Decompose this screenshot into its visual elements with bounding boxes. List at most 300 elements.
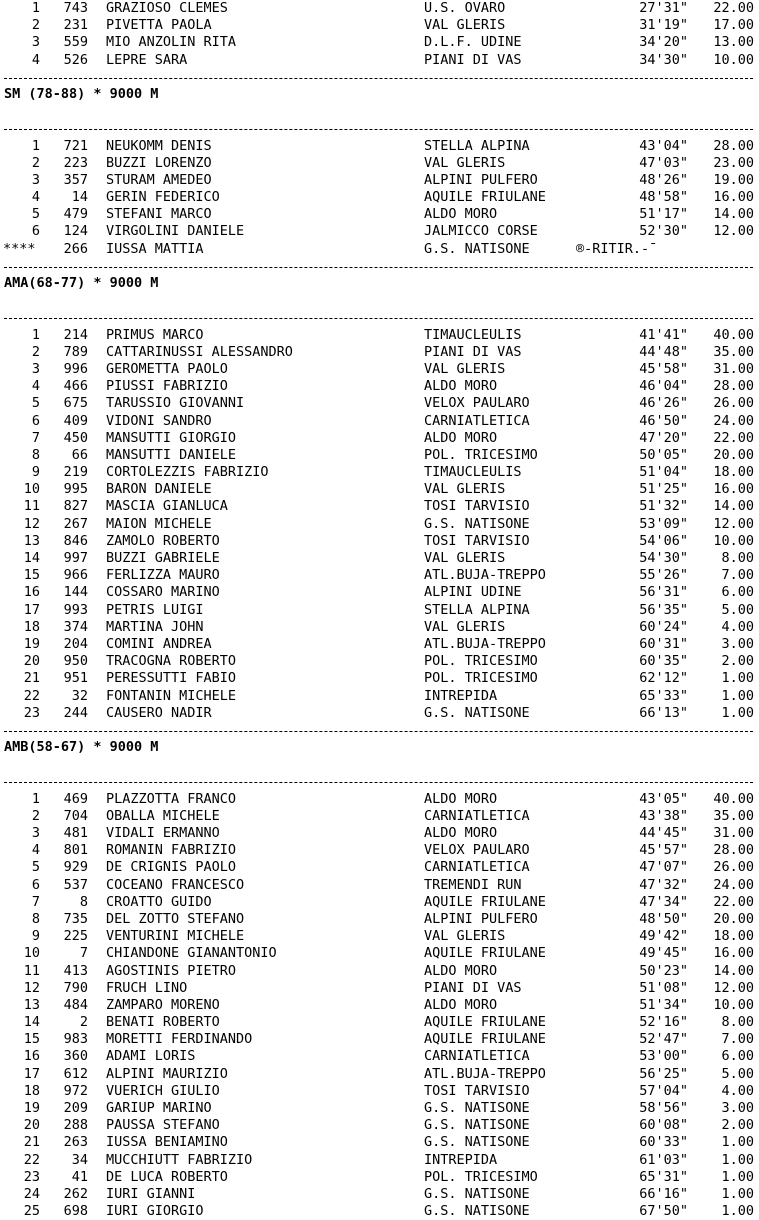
position-cell: 13 [23, 996, 40, 1013]
club-cell: G.S. NATISONE [424, 1117, 530, 1134]
bib-number-cell: 484 [63, 996, 88, 1013]
bib-number-cell: 262 [63, 1185, 88, 1202]
club-cell: POL. TRICESIMO [424, 670, 538, 687]
time-cell: 45'58" [639, 360, 688, 377]
time-cell: 60'24" [639, 618, 688, 635]
result-row [0, 1083, 759, 1100]
athlete-name-cell: BENATI ROBERTO [106, 1014, 220, 1031]
club-cell: G.S. NATISONE [424, 240, 530, 257]
athlete-name-cell: PLAZZOTTA FRANCO [106, 790, 237, 807]
bib-number-cell: 409 [63, 412, 88, 429]
result-row [0, 894, 759, 911]
time-cell: 53'09" [639, 515, 688, 532]
club-cell: ATL.BUJA-TREPPO [424, 567, 546, 584]
position-cell: 3 [31, 34, 40, 51]
time-cell: 48'26" [639, 171, 688, 188]
result-row [0, 138, 759, 155]
blank-line [0, 292, 759, 309]
club-cell: ALDO MORO [424, 825, 498, 841]
club-cell: CARNIATLETICA [424, 1048, 530, 1065]
points-cell: 1.00 [721, 1168, 754, 1185]
bib-number-cell: 950 [63, 653, 88, 670]
bib-number-cell: 2 [79, 1014, 88, 1031]
points-cell: 8.00 [721, 550, 754, 566]
time-cell: 56'31" [639, 584, 688, 601]
separator-line [0, 773, 759, 790]
result-row [0, 361, 759, 378]
time-cell: 47'20" [639, 429, 688, 446]
position-cell: 18 [23, 618, 40, 635]
position-cell: 22 [23, 1151, 40, 1168]
athlete-name-cell: FRUCH LINO [106, 979, 188, 996]
club-cell: G.S. NATISONE [424, 515, 530, 532]
club-cell: TOSI TARVISIO [424, 1082, 530, 1099]
athlete-name-cell: MIO ANZOLIN RITA [106, 34, 237, 51]
athlete-name-cell: MUCCHIUTT FABRIZIO [106, 1151, 253, 1168]
time-cell: 34'30" [639, 51, 688, 68]
athlete-name-cell: PIUSSI FABRIZIO [106, 378, 228, 395]
position-cell: 6 [31, 223, 40, 240]
position-cell: 23 [23, 1168, 40, 1185]
points-cell: 12.00 [713, 223, 754, 240]
club-cell: D.L.F. UDINE [424, 34, 522, 51]
athlete-name-cell: CORTOLEZZIS FABRIZIO [106, 464, 269, 481]
athlete-name-cell: STURAM AMEDEO [106, 171, 212, 188]
bib-number-cell: 995 [63, 481, 88, 498]
bib-number-cell: 469 [63, 790, 88, 807]
result-row [0, 928, 759, 945]
time-cell: 52'30" [639, 223, 688, 240]
time-cell: 65'33" [639, 687, 688, 704]
bib-number-cell: 997 [63, 550, 88, 566]
position-cell: 5 [31, 395, 40, 412]
result-row [0, 395, 759, 412]
time-cell: 53'00" [639, 1048, 688, 1065]
position-cell: 4 [31, 842, 40, 859]
position-cell: 2 [31, 17, 40, 34]
bib-number-cell: 790 [63, 979, 88, 996]
points-cell: 20.00 [713, 910, 754, 927]
bib-number-cell: 14 [71, 189, 88, 206]
athlete-name-cell: DE CRIGNIS PAOLO [106, 859, 237, 876]
position-cell: 6 [31, 876, 40, 893]
points-cell: 1.00 [721, 687, 754, 704]
result-row [0, 498, 759, 515]
athlete-name-cell: GEROMETTA PAOLO [106, 360, 228, 377]
position-cell: 3 [31, 360, 40, 377]
bib-number-cell: 466 [63, 378, 88, 395]
position-cell: 8 [31, 910, 40, 927]
athlete-name-cell: GARIUP MARINO [106, 1100, 212, 1116]
time-cell: 43'04" [639, 137, 688, 154]
points-cell: 26.00 [713, 859, 754, 876]
position-cell: 1 [31, 137, 40, 154]
club-cell: G.S. NATISONE [424, 1100, 530, 1116]
athlete-name-cell: AGOSTINIS PIETRO [106, 962, 237, 979]
athlete-name-cell: ADAMI LORIS [106, 1048, 196, 1065]
club-cell: TIMAUCLEULIS [424, 326, 522, 343]
club-cell: TOSI TARVISIO [424, 532, 530, 549]
club-cell: ALDO MORO [424, 790, 498, 807]
points-cell: 20.00 [713, 446, 754, 463]
bib-number-cell: 204 [63, 635, 88, 652]
bib-number-cell: 479 [63, 206, 88, 223]
athlete-name-cell: MANSUTTI DANIELE [106, 446, 237, 463]
bib-number-cell: 219 [63, 464, 88, 481]
bib-number-cell: 266 [63, 240, 88, 257]
time-cell: 51'25" [639, 481, 688, 498]
bib-number-cell: 735 [63, 910, 88, 927]
points-cell: 2.00 [721, 1117, 754, 1134]
athlete-name-cell: VIDALI ERMANNO [106, 825, 220, 841]
result-row [0, 155, 759, 172]
position-cell: 25 [23, 1203, 40, 1220]
position-cell: 10 [23, 945, 40, 962]
bib-number-cell: 675 [63, 395, 88, 412]
result-row [0, 1031, 759, 1048]
points-cell: 8.00 [721, 1014, 754, 1031]
athlete-name-cell: PERESSUTTI FABIO [106, 670, 237, 687]
position-cell: 2 [31, 343, 40, 360]
points-cell: 14.00 [713, 962, 754, 979]
category-header: AMB(58-67) * 9000 M [4, 739, 159, 756]
points-cell: 22.00 [713, 893, 754, 910]
points-cell: 5.00 [721, 601, 754, 618]
result-row [0, 1048, 759, 1065]
points-cell: 26.00 [713, 395, 754, 412]
position-cell: 1 [31, 790, 40, 807]
result-row [0, 550, 759, 567]
bib-number-cell: 972 [63, 1082, 88, 1099]
athlete-name-cell: MASCIA GIANLUCA [106, 498, 228, 515]
athlete-name-cell: OBALLA MICHELE [106, 807, 220, 824]
result-row [0, 1066, 759, 1083]
position-cell: 20 [23, 653, 40, 670]
bib-number-cell: 360 [63, 1048, 88, 1065]
points-cell: 7.00 [721, 1031, 754, 1048]
result-row [0, 602, 759, 619]
result-row [0, 464, 759, 481]
bib-number-cell: 374 [63, 618, 88, 635]
points-cell: 40.00 [713, 790, 754, 807]
points-cell: 40.00 [713, 326, 754, 343]
bib-number-cell: 612 [63, 1065, 88, 1082]
bib-number-cell: 231 [63, 17, 88, 34]
position-cell: 10 [23, 481, 40, 498]
athlete-name-cell: BARON DANIELE [106, 481, 212, 498]
result-row [0, 877, 759, 894]
club-cell: VAL GLERIS [424, 550, 506, 566]
bib-number-cell: 32 [71, 687, 88, 704]
points-cell: 10.00 [713, 532, 754, 549]
athlete-name-cell: TRACOGNA ROBERTO [106, 653, 237, 670]
points-cell: 2.00 [721, 653, 754, 670]
position-cell: 2 [31, 807, 40, 824]
club-cell: VAL GLERIS [424, 360, 506, 377]
position-cell: 15 [23, 567, 40, 584]
category-header: SM (78-88) * 9000 M [4, 85, 159, 102]
time-cell: 34'20" [639, 34, 688, 51]
time-cell: 50'23" [639, 962, 688, 979]
club-cell: VELOX PAULARO [424, 842, 530, 859]
result-row [0, 430, 759, 447]
points-cell: 1.00 [721, 1203, 754, 1220]
bib-number-cell: 801 [63, 842, 88, 859]
athlete-name-cell: BUZZI GABRIELE [106, 550, 220, 566]
result-row [0, 52, 759, 69]
athlete-name-cell: VUERICH GIULIO [106, 1082, 220, 1099]
athlete-name-cell: CROATTO GUIDO [106, 893, 212, 910]
position-cell: 3 [31, 825, 40, 841]
athlete-name-cell: ALPINI MAURIZIO [106, 1065, 228, 1082]
time-cell: 58'56" [639, 1100, 688, 1116]
position-cell: 11 [23, 962, 40, 979]
result-row [0, 688, 759, 705]
bib-number-cell: 481 [63, 825, 88, 841]
result-row [0, 980, 759, 997]
time-cell: 51'08" [639, 979, 688, 996]
athlete-name-cell: COSSARO MARINO [106, 584, 220, 601]
bib-number-cell: 124 [63, 223, 88, 240]
club-cell: VAL GLERIS [424, 928, 506, 945]
athlete-name-cell: CHIANDONE GIANANTONIO [106, 945, 277, 962]
time-cell: 47'32" [639, 876, 688, 893]
bib-number-cell: 34 [71, 1151, 88, 1168]
bib-number-cell: 244 [63, 704, 88, 721]
club-cell: TIMAUCLEULIS [424, 464, 522, 481]
points-cell: 1.00 [721, 670, 754, 687]
club-cell: AQUILE FRIULANE [424, 1014, 546, 1031]
club-cell: AQUILE FRIULANE [424, 893, 546, 910]
time-cell: 61'03" [639, 1151, 688, 1168]
bib-number-cell: 7 [79, 945, 88, 962]
club-cell: ATL.BUJA-TREPPO [424, 1065, 546, 1082]
result-row [0, 172, 759, 189]
points-cell: 35.00 [713, 807, 754, 824]
bib-number-cell: 993 [63, 601, 88, 618]
bib-number-cell: 263 [63, 1134, 88, 1151]
points-cell: 4.00 [721, 1082, 754, 1099]
bib-number-cell: 827 [63, 498, 88, 515]
position-cell: 16 [23, 584, 40, 601]
position-cell: 12 [23, 979, 40, 996]
result-row [0, 189, 759, 206]
points-cell: 24.00 [713, 876, 754, 893]
points-cell: 10.00 [713, 996, 754, 1013]
points-cell: 3.00 [721, 1100, 754, 1116]
athlete-name-cell: PRIMUS MARCO [106, 326, 204, 343]
bib-number-cell: 8 [79, 893, 88, 910]
separator-line [0, 258, 759, 275]
club-cell: POL. TRICESIMO [424, 1168, 538, 1185]
result-row [0, 516, 759, 533]
points-cell: 18.00 [713, 928, 754, 945]
club-cell: ALDO MORO [424, 378, 498, 395]
result-row [0, 791, 759, 808]
time-cell: 66'16" [639, 1185, 688, 1202]
result-row [0, 481, 759, 498]
athlete-name-cell: PIVETTA PAOLA [106, 17, 212, 34]
result-row [0, 1117, 759, 1134]
bib-number-cell: 267 [63, 515, 88, 532]
club-cell: STELLA ALPINA [424, 137, 530, 154]
bib-number-cell: 413 [63, 962, 88, 979]
bib-number-cell: 704 [63, 807, 88, 824]
result-row [0, 223, 759, 240]
club-cell: VAL GLERIS [424, 154, 506, 171]
points-cell: 5.00 [721, 1065, 754, 1082]
result-row [0, 945, 759, 962]
athlete-name-cell: NEUKOMM DENIS [106, 137, 212, 154]
athlete-name-cell: STEFANI MARCO [106, 206, 212, 223]
time-cell: 49'45" [639, 945, 688, 962]
athlete-name-cell: PETRIS LUIGI [106, 601, 204, 618]
position-cell: 15 [23, 1031, 40, 1048]
points-cell: 6.00 [721, 1048, 754, 1065]
position-cell: 14 [23, 550, 40, 566]
result-row [0, 34, 759, 51]
category-header: AMA(68-77) * 9000 M [4, 275, 159, 291]
time-cell: 52'47" [639, 1031, 688, 1048]
points-cell: 16.00 [713, 945, 754, 962]
result-row [0, 533, 759, 550]
points-cell: 31.00 [713, 825, 754, 841]
club-cell: U.S. OVARO [424, 0, 506, 16]
position-cell: 5 [31, 206, 40, 223]
club-cell: PIANI DI VAS [424, 51, 522, 68]
points-cell: 17.00 [713, 17, 754, 34]
club-cell: ALDO MORO [424, 962, 498, 979]
position-cell: **** [3, 240, 36, 257]
position-cell: 3 [31, 171, 40, 188]
points-cell: 28.00 [713, 378, 754, 395]
club-cell: TREMENDI RUN [424, 876, 522, 893]
bib-number-cell: 983 [63, 1031, 88, 1048]
time-cell: 51'34" [639, 996, 688, 1013]
time-cell: 46'50" [639, 412, 688, 429]
time-cell: 46'26" [639, 395, 688, 412]
bib-number-cell: 996 [63, 360, 88, 377]
position-cell: 14 [23, 1014, 40, 1031]
position-cell: 1 [31, 326, 40, 343]
athlete-name-cell: DE LUCA ROBERTO [106, 1168, 228, 1185]
points-cell: 4.00 [721, 618, 754, 635]
time-cell: 51'17" [639, 206, 688, 223]
athlete-name-cell: FONTANIN MICHELE [106, 687, 237, 704]
club-cell: TOSI TARVISIO [424, 498, 530, 515]
result-row [0, 1186, 759, 1203]
time-cell: 31'19" [639, 17, 688, 34]
club-cell: POL. TRICESIMO [424, 446, 538, 463]
bib-number-cell: 721 [63, 137, 88, 154]
club-cell: G.S. NATISONE [424, 1185, 530, 1202]
position-cell: 17 [23, 601, 40, 618]
points-cell: 16.00 [713, 481, 754, 498]
status-note-cell: ®-RITIR.-¯ [576, 240, 658, 257]
time-cell: 60'35" [639, 653, 688, 670]
athlete-name-cell: IURI GIANNI [106, 1185, 196, 1202]
time-cell: 65'31" [639, 1168, 688, 1185]
club-cell: CARNIATLETICA [424, 807, 530, 824]
club-cell: VAL GLERIS [424, 481, 506, 498]
bib-number-cell: 559 [63, 34, 88, 51]
points-cell: 18.00 [713, 464, 754, 481]
points-cell: 19.00 [713, 171, 754, 188]
points-cell: 1.00 [721, 704, 754, 721]
bib-number-cell: 288 [63, 1117, 88, 1134]
points-cell: 6.00 [721, 584, 754, 601]
club-cell: ALPINI UDINE [424, 584, 522, 601]
time-cell: 60'31" [639, 635, 688, 652]
time-cell: 57'04" [639, 1082, 688, 1099]
position-cell: 20 [23, 1117, 40, 1134]
result-row [0, 327, 759, 344]
time-cell: 66'13" [639, 704, 688, 721]
position-cell: 18 [23, 1082, 40, 1099]
time-cell: 27'31" [639, 0, 688, 16]
athlete-name-cell: MORETTI FERDINANDO [106, 1031, 253, 1048]
time-cell: 44'48" [639, 343, 688, 360]
position-cell: 7 [31, 429, 40, 446]
result-row [0, 413, 759, 430]
position-cell: 19 [23, 635, 40, 652]
time-cell: 54'06" [639, 532, 688, 549]
bib-number-cell: 214 [63, 326, 88, 343]
athlete-name-cell: FERLIZZA MAURO [106, 567, 220, 584]
time-cell: 51'32" [639, 498, 688, 515]
position-cell: 19 [23, 1100, 40, 1116]
club-cell: INTREPIDA [424, 687, 498, 704]
club-cell: ALDO MORO [424, 996, 498, 1013]
result-row [0, 344, 759, 361]
time-cell: 43'05" [639, 790, 688, 807]
club-cell: G.S. NATISONE [424, 1203, 530, 1220]
bib-number-cell: 698 [63, 1203, 88, 1220]
points-cell: 24.00 [713, 412, 754, 429]
position-cell: 12 [23, 515, 40, 532]
athlete-name-cell: DEL ZOTTO STEFANO [106, 910, 245, 927]
time-cell: 60'33" [639, 1134, 688, 1151]
position-cell: 1 [31, 0, 40, 16]
time-cell: 55'26" [639, 567, 688, 584]
points-cell: 31.00 [713, 360, 754, 377]
time-cell: 47'03" [639, 154, 688, 171]
points-cell: 13.00 [713, 34, 754, 51]
result-row [0, 859, 759, 876]
time-cell: 45'57" [639, 842, 688, 859]
athlete-name-cell: GRAZIOSO CLEMES [106, 0, 228, 16]
points-cell: 28.00 [713, 137, 754, 154]
result-row [0, 567, 759, 584]
athlete-name-cell: PAUSSA STEFANO [106, 1117, 220, 1134]
points-cell: 22.00 [713, 0, 754, 16]
athlete-name-cell: VIDONI SANDRO [106, 412, 212, 429]
result-row [0, 206, 759, 223]
result-row [0, 1169, 759, 1186]
points-cell: 7.00 [721, 567, 754, 584]
time-cell: 60'08" [639, 1117, 688, 1134]
club-cell: ALDO MORO [424, 429, 498, 446]
club-cell: STELLA ALPINA [424, 601, 530, 618]
time-cell: 62'12" [639, 670, 688, 687]
athlete-name-cell: LEPRE SARA [106, 51, 188, 68]
blank-line [0, 103, 759, 120]
position-cell: 2 [31, 154, 40, 171]
bib-number-cell: 144 [63, 584, 88, 601]
time-cell: 48'50" [639, 910, 688, 927]
points-cell: 14.00 [713, 498, 754, 515]
result-row [0, 378, 759, 395]
